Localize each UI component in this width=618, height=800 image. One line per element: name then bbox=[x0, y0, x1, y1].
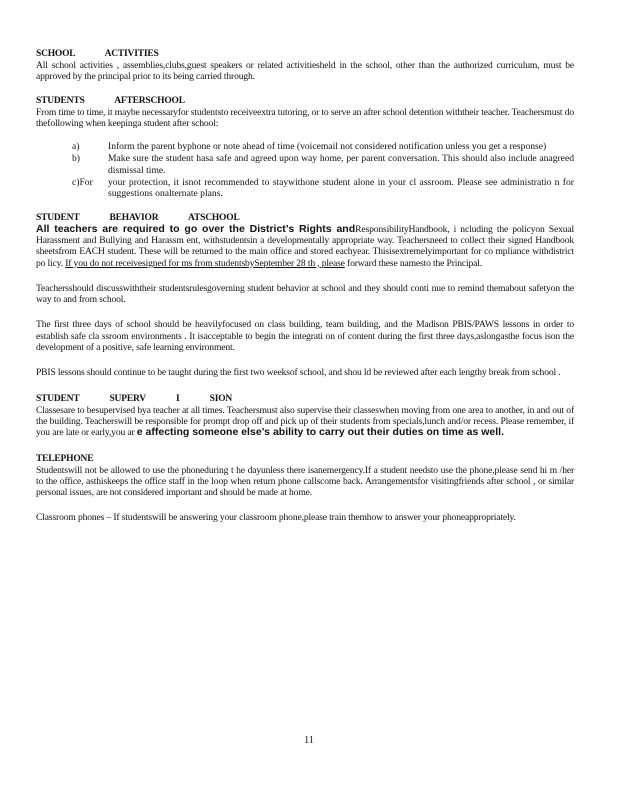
document-page bbox=[36, 48, 574, 524]
behavior-paragraph-3: The first three days of school should be heavilyfocused on class building, team building, and the Madison PBIS/PAWS lessons in order to establish safe cla ssroom environments . It isacceptable to begin the integrati on of content during the first three days,aslongasthe focus ison the development of a positive, safe learning environment. bbox=[36, 319, 574, 354]
section-heading: STUDENTS AFTERSCHOOL bbox=[36, 95, 185, 106]
page-number: 11 bbox=[304, 735, 314, 746]
list-item bbox=[36, 153, 574, 176]
list-item-text: Inform the parent byphone or note ahead of time (voicemail not considered notification unless you get a response) bbox=[108, 141, 547, 153]
telephone-paragraph-1: Studentswill not be allowed to use the phoneduring t he dayunless there isanemergency.If a student needsto use the phone,please send hi m /her to the office, asthiskeeps the office staff in the loop when return phone callscome back. Arrangementsfor visitingfriends after school , or similar personal issues, are not considered important and should be made at home. bbox=[36, 464, 574, 499]
list-item-text: your protection, it isnot recommended to staywithone student alone in your cl assroom. Please see administratio n for suggestions onalternate plans. bbox=[108, 177, 574, 200]
section-school-activities bbox=[36, 48, 574, 83]
behavior-paragraph-2: Teachersshould discusswiththeir studentsrulesgoverning student behavior at school and they should conti nue to remind themabout safetyon the way to and from school. bbox=[36, 282, 574, 306]
list-marker: a) bbox=[72, 141, 80, 153]
section-heading: TELEPHONE bbox=[36, 453, 94, 464]
list-marker: b) bbox=[72, 153, 80, 165]
paragraph-text: forward these namesto the Principal. bbox=[347, 257, 483, 269]
list-marker: c)For bbox=[72, 177, 93, 189]
emphasized-text: e affecting someone else’s ability to carry out their duties on time as well. bbox=[136, 426, 504, 439]
behavior-paragraph-1 bbox=[36, 224, 574, 269]
emphasized-text: All teachers are required to go over the District’s Rights and bbox=[36, 222, 356, 235]
list-item bbox=[36, 141, 574, 152]
section-students-after-school bbox=[36, 95, 574, 200]
section-student-supervision bbox=[36, 393, 574, 439]
list-item bbox=[36, 177, 574, 200]
section-body bbox=[36, 405, 574, 439]
list-item-text: Make sure the student hasa safe and agreed upon way home, per parent conversation. This should also include anagreed dismissal time. bbox=[108, 153, 574, 176]
behavior-paragraph-4: PBIS lessons should continue to be taught during the first two weeksof school, and shou ld be reviewed after each lengthy break from school . bbox=[36, 367, 561, 379]
section-body: All school activities , assemblies,clubs,guest speakers or related activitiesheld in the school, other than the authorized curriculum, must be approved by the principal prior to its being carried through. bbox=[36, 60, 574, 83]
section-body: From time to time, it maybe necessaryfor studentsto receiveextra tutoring, or to serve an after school detention withtheir teacher. Teachersmust do thefollowing when keepinga student after school: bbox=[36, 106, 574, 129]
paragraph-text: ResponsibilityHandbook, i ncluding the policyon Sexual Harassment and Bullying and Harassm ent, withstudentsin a developmentally appropriate way. Teachersneed to collect their signed Handbook sheetsfrom EACH student. These will be returned to the main office and stored eachyear. Thisisextremelyimportant for co mpliance withdistrict po licy. bbox=[36, 223, 574, 269]
underlined-text: If you do not receivesigned for ms from studentsbySeptember 28 th , please bbox=[65, 257, 345, 269]
section-heading: SCHOOL ACTIVITIES bbox=[36, 49, 159, 59]
telephone-paragraph-2: Classroom phones – If studentswill be answering your classroom phone,please train themhow to answer your phoneappropriately. bbox=[36, 512, 516, 524]
section-telephone bbox=[36, 453, 574, 524]
section-student-behavior bbox=[36, 212, 574, 379]
paragraph-text: Classesare to besupervised bya teacher at all times. Teachersmust also supervise their classeswhen moving from one area to another, in and out of the building. Teacherswill be responsible for prompt drop off and pick up of their students from specials,lunch and/or recess. Please remember, if you are late or early,you ar bbox=[36, 404, 574, 439]
instruction-list bbox=[36, 141, 574, 199]
section-heading: STUDENT BEHAVIOR ATSCHOOL bbox=[36, 212, 240, 223]
section-heading: STUDENT SUPERV I SION bbox=[36, 393, 233, 404]
